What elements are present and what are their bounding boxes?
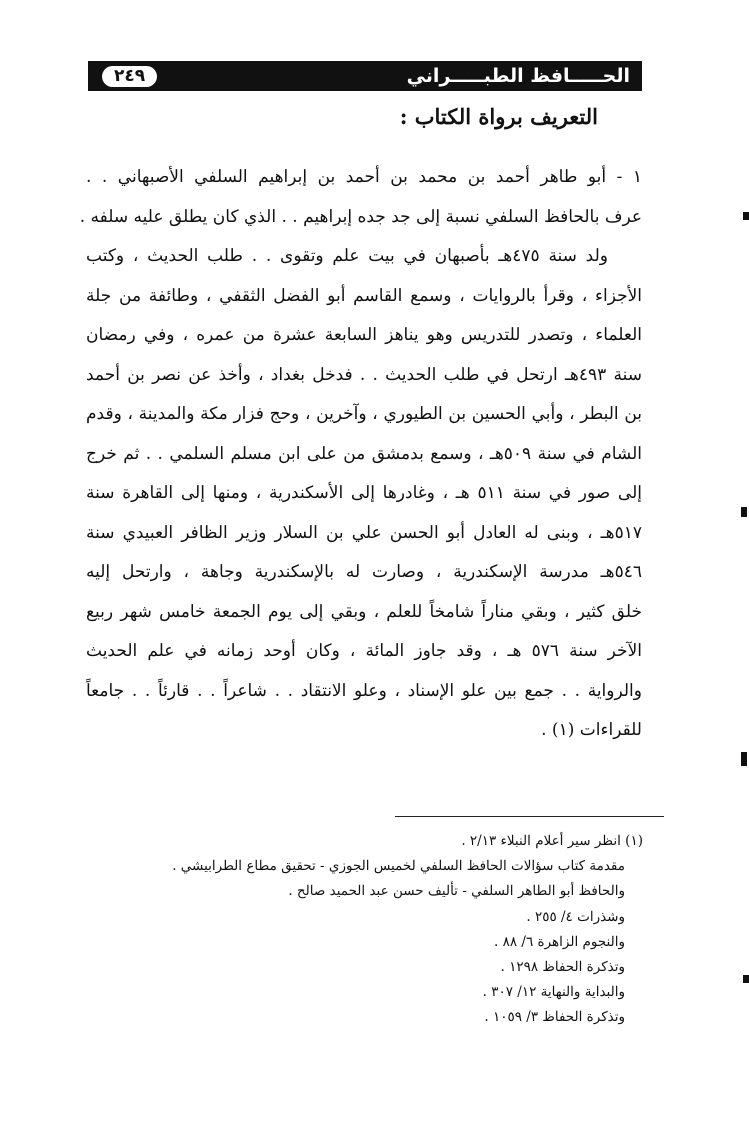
- body-line: ٥٤٦هـ مدرسة الإسكندرية ، وصارت له بالإسكندرية وجاهة ، وارتحل إليه: [86, 562, 642, 582]
- body-text: [79, 158, 642, 751]
- footnote-line: وتذكرة الحفاظ ٣/ ١٠٥٩ .: [484, 1009, 625, 1026]
- running-header: [88, 61, 642, 91]
- body-line: الشام في سنة ٥٠٩هـ ، وسمع بدمشق من على ابن مسلم السلمي . . ثم خرج: [86, 443, 642, 464]
- scan-edge-mark: [743, 975, 749, 983]
- footnote-line: والنجوم الزاهرة ٦/ ٨٨ .: [493, 933, 625, 950]
- body-line: العلماء ، وتصدر للتدريس وهو يناهز السابعة عشرة من عمره ، وفي رمضان: [86, 325, 642, 345]
- footnote-line: والبداية والنهاية ١٢/ ٣٠٧ .: [482, 984, 625, 1001]
- footnote-line: والحافظ أبو الطاهر السلفي - تأليف حسن عبد الحميد صالح .: [288, 883, 625, 900]
- scan-edge-mark: [741, 752, 747, 766]
- body-line: للقراءات (١) .: [541, 720, 642, 740]
- section-heading: التعريف برواة الكتاب :: [399, 104, 598, 129]
- footnotes: [83, 829, 643, 1031]
- body-line: ١ - أبو طاهر أحمد بن محمد بن أحمد بن إبراهيم السلفي الأصبهاني . .: [86, 167, 642, 187]
- body-line: خلق كثير ، وبقي مناراً شامخاً للعلم ، وبقي إلى يوم الجمعة خامس شهر ربيع: [86, 601, 642, 622]
- footnote-line: وتذكرة الحفاظ ١٢٩٨ .: [500, 958, 625, 975]
- running-title: الحـــــافظ الطبـــــراني: [406, 65, 630, 87]
- body-line: سنة ٤٩٣هـ ارتحل في طلب الحديث . . فدخل بغداد ، وأخذ عن نصر بن أحمد: [86, 364, 642, 385]
- body-line: بن البطر ، وأبي الحسين بن الطيوري ، وآخرين ، وحج فزار مكة والمدينة ، وقدم: [86, 404, 642, 424]
- scan-edge-mark: [743, 212, 749, 220]
- footnote-divider: [395, 816, 664, 817]
- footnote-line: (١) انظر سير أعلام النبلاء ٢/١٣ .: [461, 833, 643, 849]
- scan-edge-mark: [741, 507, 747, 517]
- body-line: الآخر سنة ٥٧٦ هـ ، وقد جاوز المائة ، وكان أوحد زمانه في علم الحديث: [86, 641, 642, 661]
- body-line: عرف بالحافظ السلفي نسبة إلى جد جده إبراهيم . . الذي كان يطلق عليه سلفه .: [79, 206, 642, 227]
- footnote-line: وشذرات ٤/ ٢٥٥ .: [526, 908, 625, 925]
- body-line: إلى صور في سنة ٥١١ هـ ، وغادرها إلى الأسكندرية ، ومنها إلى القاهرة سنة: [86, 483, 642, 503]
- page-number: ٢٤٩: [102, 66, 157, 87]
- body-line: الأجزاء ، وقرأ بالروايات ، وسمع القاسم أبو الفضل الثقفي ، وطائفة من جلة: [86, 285, 642, 306]
- body-line: ولد سنة ٤٧٥هـ بأصبهان في بيت علم وتقوى . . طلب الحديث ، وكتب: [86, 246, 608, 266]
- footnote-line: مقدمة كتاب سؤالات الحافظ السلفي لخميس الجوزي - تحقيق مطاع الطرابيشي .: [172, 858, 625, 875]
- body-line: والرواية . . جمع بين علو الإسناد ، وعلو الانتقاد . . شاعراً . . قارئاً . . جامعاً: [86, 680, 642, 701]
- body-line: ٥١٧هـ ، وبنى له العادل أبو الحسن علي بن السلار وزير الظافر العبيدي سنة: [86, 522, 642, 543]
